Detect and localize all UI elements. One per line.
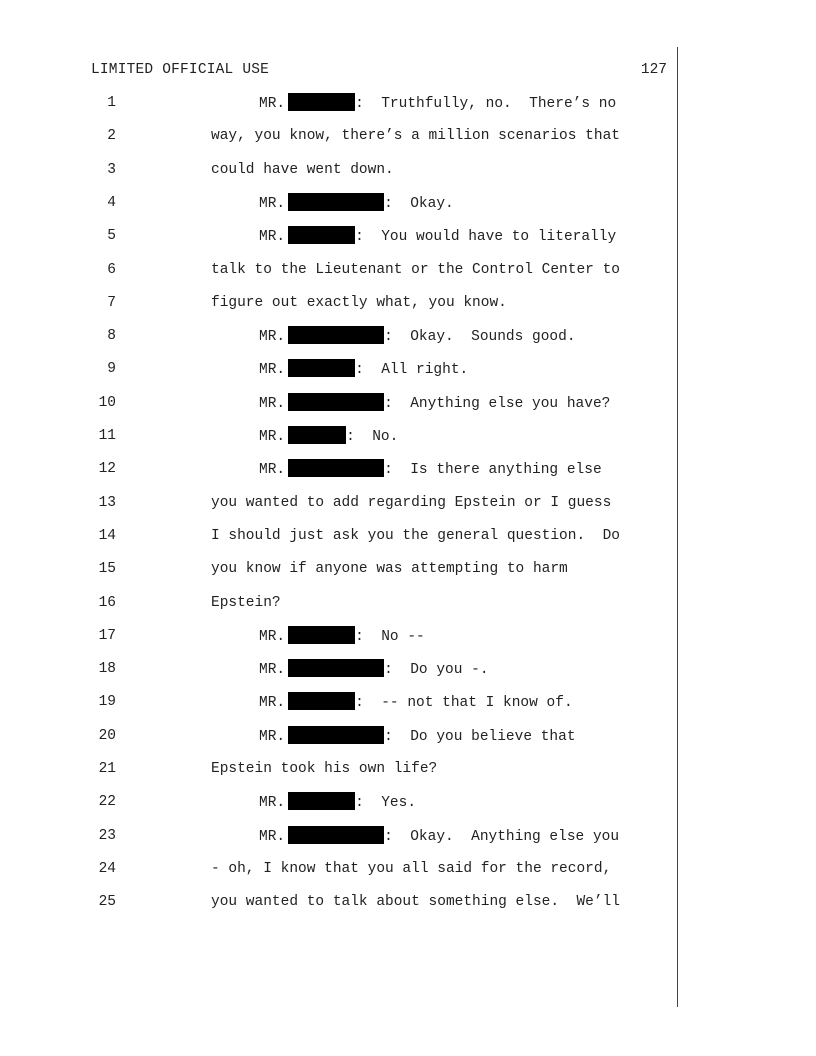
speaker-label: MR. [259, 429, 286, 445]
redaction-bar [288, 626, 355, 644]
line-text: you wanted to talk about something else. We’ll [211, 894, 620, 911]
line-text [259, 226, 616, 247]
line-text [259, 359, 468, 380]
transcript-line [0, 326, 680, 346]
line-text: - oh, I know that you all said for the record, [211, 860, 612, 877]
speech-text: : You would have to literally [355, 229, 617, 246]
page-number: 127 [640, 62, 667, 78]
transcript-line [0, 559, 680, 579]
transcript-line [0, 260, 680, 280]
transcript-line [0, 126, 680, 146]
speech-text: : Do you believe that [384, 728, 576, 745]
speaker-label: MR. [259, 462, 286, 479]
transcript-line [0, 692, 680, 712]
redaction-bar [288, 659, 384, 677]
speaker-label: MR. [259, 96, 286, 112]
line-text: Epstein? [211, 594, 281, 611]
redaction-bar [288, 393, 384, 411]
line-text: I should just ask you the general question. Do [211, 527, 620, 544]
transcript-line [0, 426, 680, 446]
line-number: 13 [98, 494, 116, 511]
redaction-bar [288, 459, 384, 477]
line-text [259, 326, 576, 347]
speech-text: : Truthfully, no. There’s no [355, 96, 617, 112]
transcript-line [0, 626, 680, 646]
line-number: 15 [98, 561, 116, 578]
transcript-line [0, 792, 680, 812]
redaction-bar [288, 792, 355, 810]
transcript-line [0, 493, 680, 513]
line-text [259, 692, 573, 713]
line-number: 5 [107, 228, 116, 245]
line-number: 17 [98, 627, 116, 644]
line-number: 8 [107, 328, 116, 345]
transcript-line [0, 759, 680, 779]
speaker-label: MR. [259, 662, 286, 679]
redaction-bar [288, 426, 346, 444]
line-text [259, 792, 416, 813]
line-text: figure out exactly what, you know. [211, 294, 507, 311]
line-text [259, 459, 602, 480]
line-text [259, 659, 489, 680]
speech-text: : Yes. [355, 795, 417, 812]
line-number: 6 [107, 261, 116, 278]
line-number: 24 [98, 860, 116, 877]
transcript-line [0, 826, 680, 846]
line-number: 4 [107, 194, 116, 211]
redaction-bar [288, 193, 384, 211]
line-text: talk to the Lieutenant or the Control Center to [211, 261, 620, 278]
line-number: 23 [98, 827, 116, 844]
line-number: 7 [107, 294, 116, 311]
line-number: 2 [107, 128, 116, 145]
transcript-line [0, 160, 680, 180]
line-number: 10 [98, 394, 116, 411]
transcript-line [0, 726, 680, 746]
line-number: 11 [98, 428, 116, 444]
transcript-line [0, 526, 680, 546]
speech-text: : Do you -. [384, 662, 489, 679]
transcript-line [0, 293, 680, 313]
line-number: 1 [107, 95, 116, 111]
line-text [259, 626, 425, 647]
redaction-bar [288, 726, 384, 744]
line-number: 22 [98, 794, 116, 811]
redaction-bar [288, 226, 355, 244]
line-number: 16 [98, 594, 116, 611]
line-text [259, 826, 619, 847]
speech-text: : Okay. [384, 195, 454, 212]
speech-text: : Anything else you have? [384, 395, 611, 412]
line-number: 9 [107, 361, 116, 378]
transcript-line [0, 359, 680, 379]
speech-text: : Okay. Anything else you [384, 828, 620, 845]
line-text [259, 193, 454, 214]
speech-text: : Okay. Sounds good. [384, 329, 576, 346]
line-text [259, 393, 610, 414]
transcript-line [0, 593, 680, 613]
redaction-bar [288, 326, 384, 344]
line-text: you know if anyone was attempting to harm [211, 561, 568, 578]
speaker-label: MR. [259, 195, 286, 212]
speech-text: : No. [346, 429, 399, 445]
line-text [259, 93, 616, 114]
speaker-label: MR. [259, 795, 286, 812]
speech-text: : Is there anything else [384, 462, 602, 479]
redaction-bar [288, 93, 355, 111]
transcript-line [0, 659, 680, 679]
transcript-line [0, 859, 680, 879]
line-number: 3 [107, 161, 116, 178]
transcript-line [0, 93, 680, 113]
speaker-label: MR. [259, 828, 286, 845]
redaction-bar [288, 826, 384, 844]
line-text: could have went down. [211, 161, 394, 178]
speech-text: : -- not that I know of. [355, 695, 573, 712]
transcript-line [0, 459, 680, 479]
line-number: 21 [98, 761, 116, 777]
line-number: 14 [98, 527, 116, 544]
line-number: 18 [98, 661, 116, 678]
transcript-line [0, 193, 680, 213]
speaker-label: MR. [259, 628, 286, 645]
line-number: 12 [98, 461, 116, 478]
speech-text: : No -- [355, 628, 425, 645]
line-text: you wanted to add regarding Epstein or I guess [211, 494, 612, 511]
classification-header: LIMITED OFFICIAL USE [91, 62, 270, 78]
line-text [259, 726, 576, 747]
line-text: way, you know, there’s a million scenarios that [211, 128, 620, 145]
transcript-line [0, 892, 680, 912]
speaker-label: MR. [259, 395, 286, 412]
redaction-bar [288, 692, 355, 710]
speaker-label: MR. [259, 229, 286, 246]
speaker-label: MR. [259, 329, 286, 346]
speaker-label: MR. [259, 695, 286, 712]
transcript-line [0, 226, 680, 246]
speaker-label: MR. [259, 728, 286, 745]
redaction-bar [288, 359, 355, 377]
transcript-line [0, 393, 680, 413]
line-number: 25 [98, 894, 116, 911]
line-text: Epstein took his own life? [211, 761, 438, 777]
line-text [259, 426, 398, 447]
speaker-label: MR. [259, 362, 286, 379]
line-number: 19 [98, 694, 116, 711]
speech-text: : All right. [355, 362, 469, 379]
line-number: 20 [98, 727, 116, 744]
